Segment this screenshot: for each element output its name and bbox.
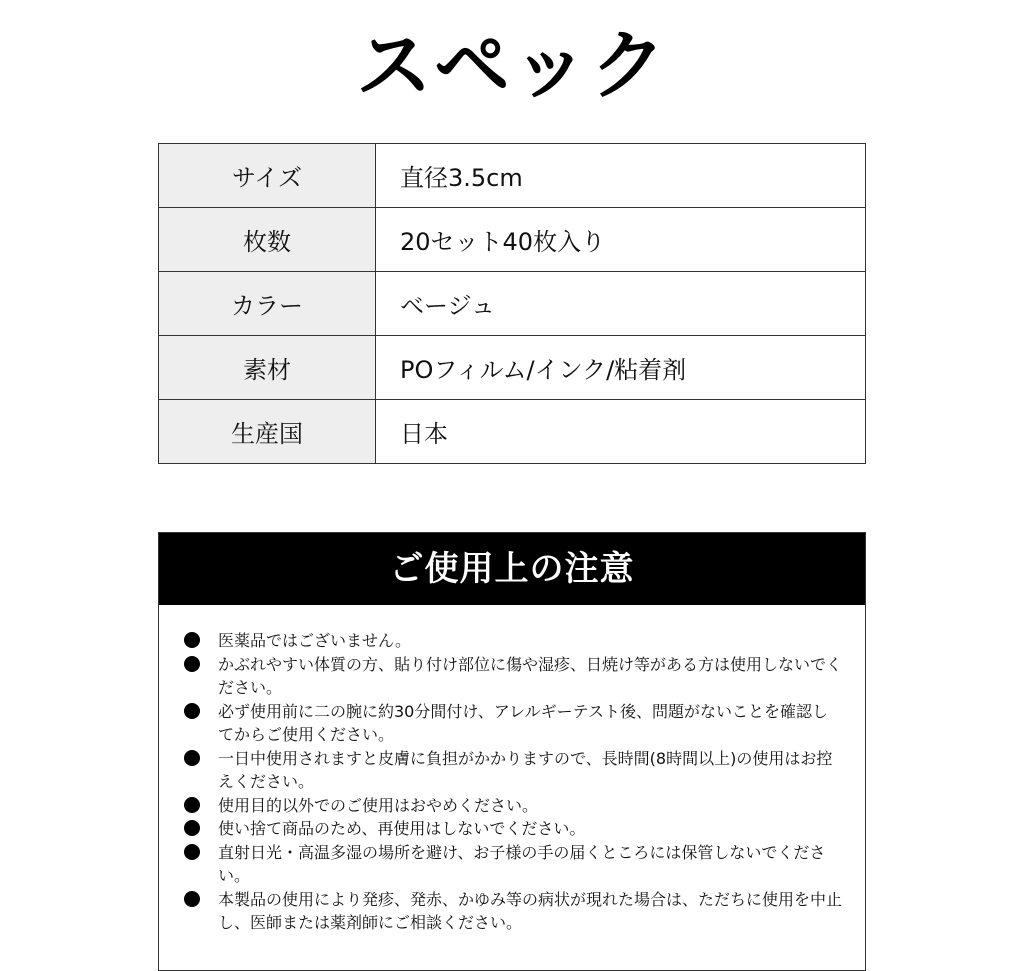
spec-label: 素材	[159, 336, 376, 400]
spec-value: 20セット40枚入り	[376, 208, 866, 272]
spec-row-count	[159, 208, 866, 272]
spec-value: 直径3.5cm	[376, 144, 866, 208]
notice-text: 医薬品ではございません。	[218, 631, 411, 650]
notice-list	[159, 605, 865, 935]
spec-value: 日本	[376, 400, 866, 464]
spec-value: ベージュ	[376, 272, 866, 336]
notice-item	[183, 629, 843, 653]
notice-text: 必ず使用前に二の腕に約30分間付け、アレルギーテスト後、問題がないことを確認してからご使用ください。	[218, 701, 829, 744]
notice-text: 本製品の使用により発疹、発赤、かゆみ等の病状が現れた場合は、ただちに使用を中止し、医師または薬剤師にご相談ください。	[218, 889, 843, 932]
page-title: スペック	[356, 21, 668, 110]
notice-text: 使い捨て商品のため、再使用はしないでください。	[218, 819, 586, 838]
bullet-icon	[184, 797, 200, 813]
spec-label: サイズ	[159, 144, 376, 208]
bullet-icon	[184, 656, 200, 672]
notice-item	[183, 888, 843, 935]
spec-label: 枚数	[159, 208, 376, 272]
notice-text: かぶれやすい体質の方、貼り付け部位に傷や湿疹、日焼け等がある方は使用しないでください。	[218, 654, 843, 697]
notice-item	[183, 841, 843, 888]
spec-value: POフィルム/インク/粘着剤	[376, 336, 866, 400]
bullet-icon	[184, 844, 200, 860]
bullet-icon	[184, 703, 200, 719]
notice-item	[183, 653, 843, 700]
spec-row-material	[159, 336, 866, 400]
spec-row-size	[159, 144, 866, 208]
notice-item	[183, 747, 843, 794]
notice-item	[183, 817, 843, 841]
notice-text: 一日中使用されますと皮膚に負担がかかりますので、長時間(8時間以上)の使用はお控えください。	[218, 748, 833, 791]
notice-item	[183, 794, 843, 818]
notice-text: 直射日光・高温多湿の場所を避け、お子様の手の届くところには保管しないでください。	[218, 842, 826, 885]
bullet-icon	[184, 750, 200, 766]
spec-label: 生産国	[159, 400, 376, 464]
bullet-icon	[184, 820, 200, 836]
notice-text: 使用目的以外でのご使用はおやめください。	[218, 795, 539, 815]
notice-heading: ご使用上の注意	[159, 533, 865, 605]
spec-table	[158, 143, 866, 464]
notice-box	[158, 532, 866, 971]
bullet-icon	[184, 632, 200, 648]
spec-row-color	[159, 272, 866, 336]
spec-row-origin	[159, 400, 866, 464]
spec-label: カラー	[159, 272, 376, 336]
bullet-icon	[184, 891, 200, 907]
notice-item	[183, 700, 843, 747]
